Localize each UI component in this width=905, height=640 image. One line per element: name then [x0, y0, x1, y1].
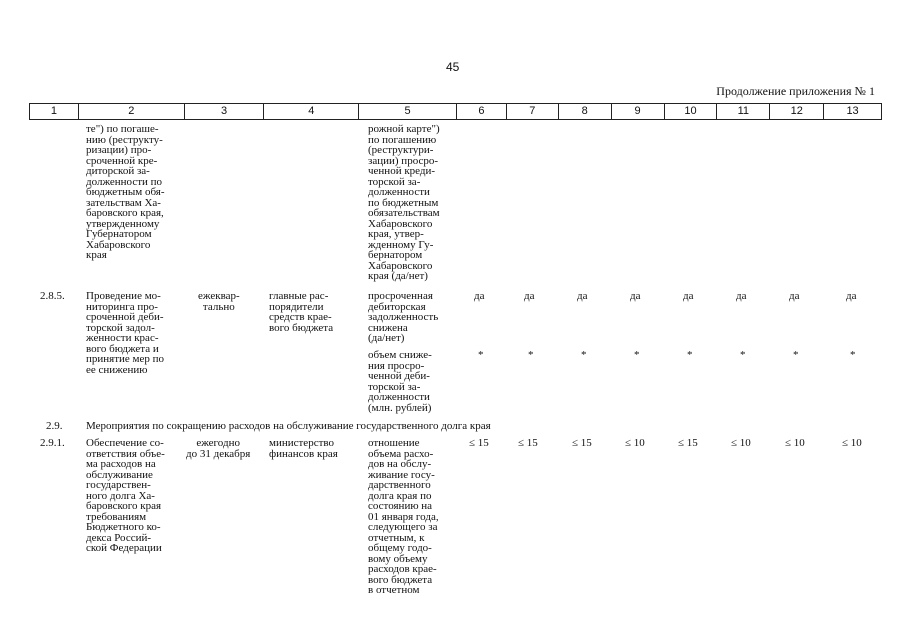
row-2-9-1-measure: Обеспечение со- ответствия объе- ма расходов на обслуживание государствен- ного долга Ха- баровского края требованиям Бюджетного ко- декса Россий- ской Федерации — [86, 437, 165, 554]
row-2-8-5-responsible: главные рас- порядители средств краe- вого бюджета — [269, 290, 334, 334]
row-2-9-1-indicator: отношение объема расхо- дов на обслу- живание госу- дарственного долга края по состоянию на 01 января года, следующего за отчетным, к общему годо- вому объему расходов крае- вого бюджета в отчетном — [368, 437, 439, 596]
header-cell: 7 — [507, 104, 559, 119]
value-cell: да — [789, 290, 800, 302]
row-2-8-5-measure: Проведение мо- ниторинга про- сроченной деби- торской задол- женности крас- вого бюджета и принятие мер по ее снижению — [86, 290, 165, 376]
value-cell: ≤ 15 — [678, 437, 698, 449]
value-cell: * — [850, 349, 856, 361]
value-cell: * — [634, 349, 640, 361]
block1-col5-text: рожной карте") по погашению (реструктури- зации) просро- ченной креди- торской за- долженности по бюджетным обязательствам Хабаровского края, утвер- жденному Гу- бернатором Хабаровского края (да/нет) — [368, 123, 440, 282]
table-header-row — [29, 103, 882, 120]
value-cell: да — [474, 290, 485, 302]
value-cell: * — [793, 349, 799, 361]
header-cell: 13 — [846, 105, 859, 117]
header-cell: 3 — [185, 104, 265, 119]
header-cell: 5 — [359, 104, 457, 119]
value-cell: да — [577, 290, 588, 302]
value-cell: * — [740, 349, 746, 361]
row-2-8-5-indicator-2: объем сниже- ния просро- ченной деби- торской за- долженности (млн. рублей) — [368, 349, 432, 414]
row-2-9-number: 2.9. — [46, 420, 63, 432]
block1-col2-text: те") по погаше- нию (реструкту- ризации) про- сроченной кре- диторской за- долженности по бюджетным обя- зательствам Ха- баровского края, утвержденному Губернатором Хабаровского края — [86, 123, 165, 261]
header-cell: 2 — [79, 104, 185, 119]
value-cell: ≤ 10 — [785, 437, 805, 449]
row-2-8-5-indicator-1: просроченная дебиторская задолженность снижена (да/нет) — [368, 290, 439, 344]
value-cell: ≤ 10 — [731, 437, 751, 449]
row-2-8-5-period: ежеквар- тально — [198, 290, 240, 313]
header-cell: 12 — [770, 104, 824, 119]
header-cell: 4 — [264, 104, 359, 119]
value-cell: да — [683, 290, 694, 302]
value-cell: * — [687, 349, 693, 361]
value-cell: да — [846, 290, 857, 302]
header-cell: 9 — [612, 104, 665, 119]
row-2-9-1-period: ежегодно до 31 декабря — [186, 437, 251, 460]
value-cell: ≤ 15 — [469, 437, 489, 449]
header-cell: 11 — [717, 104, 770, 119]
value-cell: * — [478, 349, 484, 361]
value-cell: ≤ 15 — [518, 437, 538, 449]
row-2-9-title: Мероприятия по сокращению расходов на обслуживание государственного долга края — [86, 420, 491, 432]
continuation-label: Продолжение приложения № 1 — [716, 84, 875, 98]
value-cell: да — [524, 290, 535, 302]
row-2-9-1-number: 2.9.1. — [40, 437, 65, 449]
header-cell: 1 — [30, 104, 79, 119]
header-cell: 6 — [457, 104, 507, 119]
page-number: 45 — [446, 60, 460, 74]
value-cell: * — [581, 349, 587, 361]
row-2-8-5-number: 2.8.5. — [40, 290, 65, 302]
value-cell: ≤ 15 — [572, 437, 592, 449]
value-cell: ≤ 10 — [625, 437, 645, 449]
value-cell: да — [630, 290, 641, 302]
value-cell: ≤ 10 — [842, 437, 862, 449]
value-cell: да — [736, 290, 747, 302]
value-cell: * — [528, 349, 534, 361]
row-2-9-1-responsible: министерство финансов края — [269, 437, 338, 460]
header-cell: 10 — [665, 104, 718, 119]
header-cell: 8 — [559, 104, 612, 119]
